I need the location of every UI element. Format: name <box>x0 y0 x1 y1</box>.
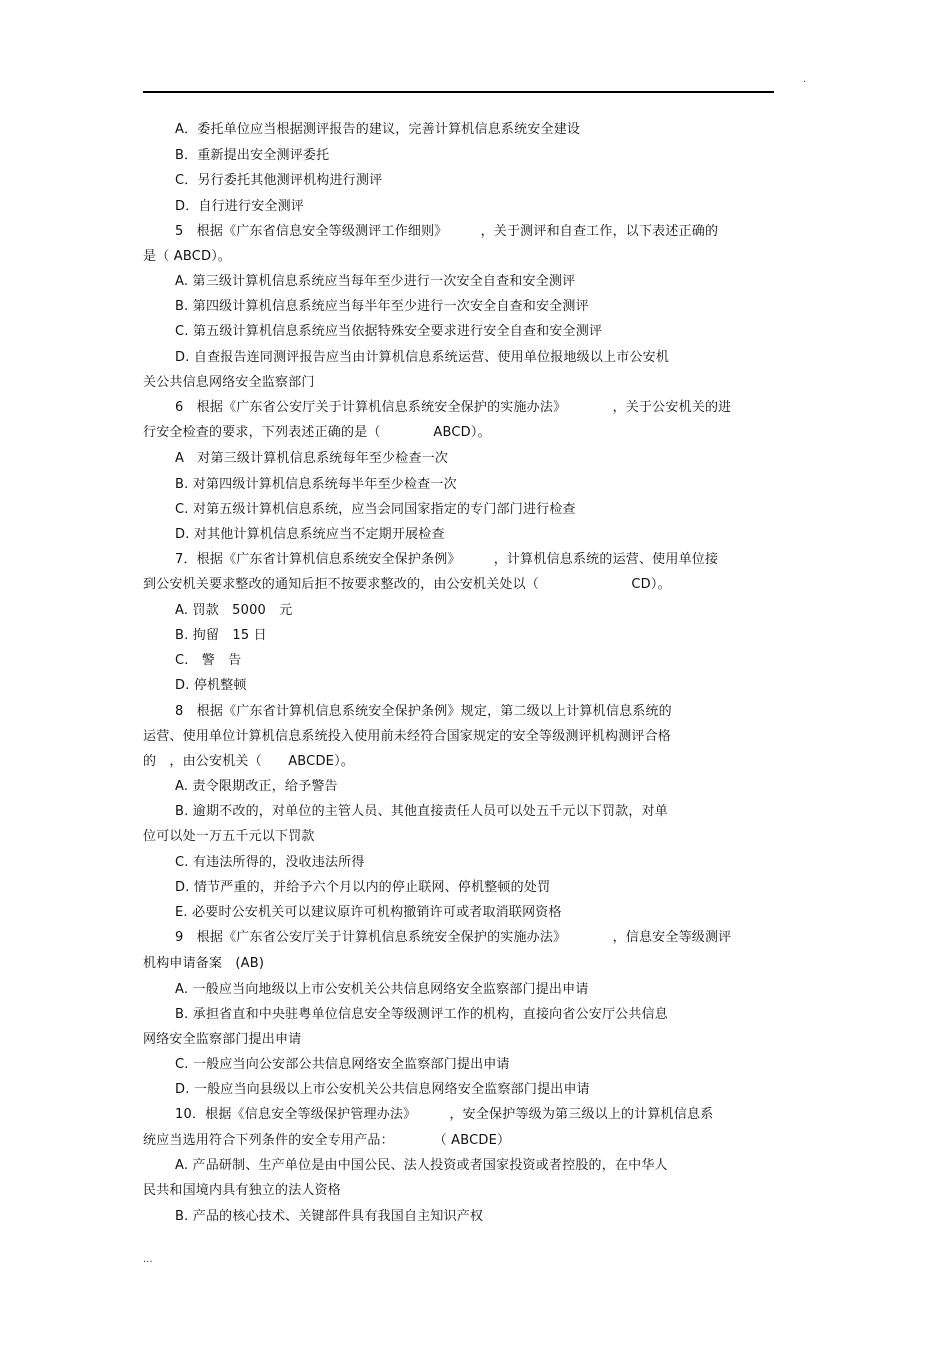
text-line: C. 有违法所得的，没收违法所得 <box>175 855 365 870</box>
text-line: A．委托单位应当根据测评报告的建议，完善计算机信息系统安全建设 <box>175 122 581 137</box>
text-line: B. 拘留 15 日 <box>175 628 267 643</box>
text-line: E. 必要时公安机关可以建议原许可机构撤销许可或者取消联网资格 <box>175 905 562 920</box>
text-line: 运营、使用单位计算机信息系统投入使用前未经符合国家规定的安全等级测评机构测评合格 <box>143 729 672 744</box>
text-line: C. 对第五级计算机信息系统，应当会同国家指定的专门部门进行检查 <box>175 502 576 517</box>
text-line: 10．根据《信息安全等级保护管理办法》 ，安全保护等级为第三级以上的计算机信息系 <box>175 1107 714 1122</box>
text-line: D. 情节严重的，并给予六个月以内的停止联网、停机整顿的处罚 <box>175 880 551 895</box>
text-line: 机构申请备案 (AB) <box>143 956 265 971</box>
text-line: B. 产品的核心技术、关键部件具有我国自主知识产权 <box>175 1209 484 1224</box>
text-line: B. 承担省直和中央驻粤单位信息安全等级测评工作的机构，直接向省公安厅公共信息 <box>175 1007 668 1022</box>
text-line: 5 根据《广东省信息安全等级测评工作细则》 ，关于测评和自查工作，以下表述正确的 <box>175 224 719 239</box>
header-rule <box>143 91 774 93</box>
text-line: D. 停机整顿 <box>175 678 247 693</box>
text-line: A. 罚款 5000 元 <box>175 603 293 618</box>
corner-mark-bottom: ... <box>143 1254 153 1265</box>
text-line: D. 一般应当向县级以上市公安机关公共信息网络安全监察部门提出申请 <box>175 1082 590 1097</box>
text-line: 是（ ABCD）。 <box>143 249 232 264</box>
text-line: D．自行进行安全测评 <box>175 199 305 214</box>
text-line: B．重新提出安全测评委托 <box>175 148 330 163</box>
text-line: C. 警 告 <box>175 653 242 668</box>
text-line: 8 根据《广东省计算机信息系统安全保护条例》规定，第二级以上计算机信息系统的 <box>175 704 672 719</box>
text-line: A. 一般应当向地级以上市公安机关公共信息网络安全监察部门提出申请 <box>175 982 589 997</box>
text-line: 6 根据《广东省公安厅关于计算机信息系统安全保护的实施办法》 ，关于公安机关的进 <box>175 400 732 415</box>
text-line: B. 对第四级计算机信息系统每半年至少检查一次 <box>175 477 457 492</box>
text-line: D. 对其他计算机信息系统应当不定期开展检查 <box>175 527 445 542</box>
text-line: 7．根据《广东省计算机信息系统安全保护条例》 ，计算机信息系统的运营、使用单位接 <box>175 552 719 567</box>
corner-mark-top: . <box>803 74 807 85</box>
text-line: 到公安机关要求整改的通知后拒不按要求整改的，由公安机关处以（ CD）。 <box>143 577 671 592</box>
text-line: 行安全检查的要求，下列表述正确的是（ ABCD）。 <box>143 425 491 440</box>
text-line: 9 根据《广东省公安厅关于计算机信息系统安全保护的实施办法》 ，信息安全等级测评 <box>175 930 732 945</box>
text-line: 位可以处一万五千元以下罚款 <box>143 829 315 844</box>
text-line: A. 产品研制、生产单位是由中国公民、法人投资或者国家投资或者控股的，在中华人 <box>175 1158 668 1173</box>
text-line: C. 一般应当向公安部公共信息网络安全监察部门提出申请 <box>175 1057 510 1072</box>
text-line: 民共和国境内具有独立的法人资格 <box>143 1183 342 1198</box>
text-line: 网络安全监察部门提出申请 <box>143 1032 302 1047</box>
text-line: C．另行委托其他测评机构进行测评 <box>175 173 383 188</box>
text-line: A 对第三级计算机信息系统每年至少检查一次 <box>175 451 449 466</box>
text-line: B. 第四级计算机信息系统应当每半年至少进行一次安全自查和安全测评 <box>175 299 589 314</box>
text-line: 关公共信息网络安全监察部门 <box>143 375 315 390</box>
text-line: C. 第五级计算机信息系统应当依据特殊安全要求进行安全自查和安全测评 <box>175 324 603 339</box>
text-line: A. 责令限期改正，给予警告 <box>175 779 338 794</box>
text-line: 统应当选用符合下列条件的安全专用产品： （ ABCDE） <box>143 1133 511 1148</box>
text-line: A. 第三级计算机信息系统应当每年至少进行一次安全自查和安全测评 <box>175 274 576 289</box>
text-line: 的 ，由公安机关（ ABCDE）。 <box>143 754 354 769</box>
text-line: B. 逾期不改的，对单位的主管人员、其他直接责任人员可以处五千元以下罚款，对单 <box>175 804 668 819</box>
text-line: D. 自查报告连同测评报告应当由计算机信息系统运营、使用单位报地级以上市公安机 <box>175 350 670 365</box>
